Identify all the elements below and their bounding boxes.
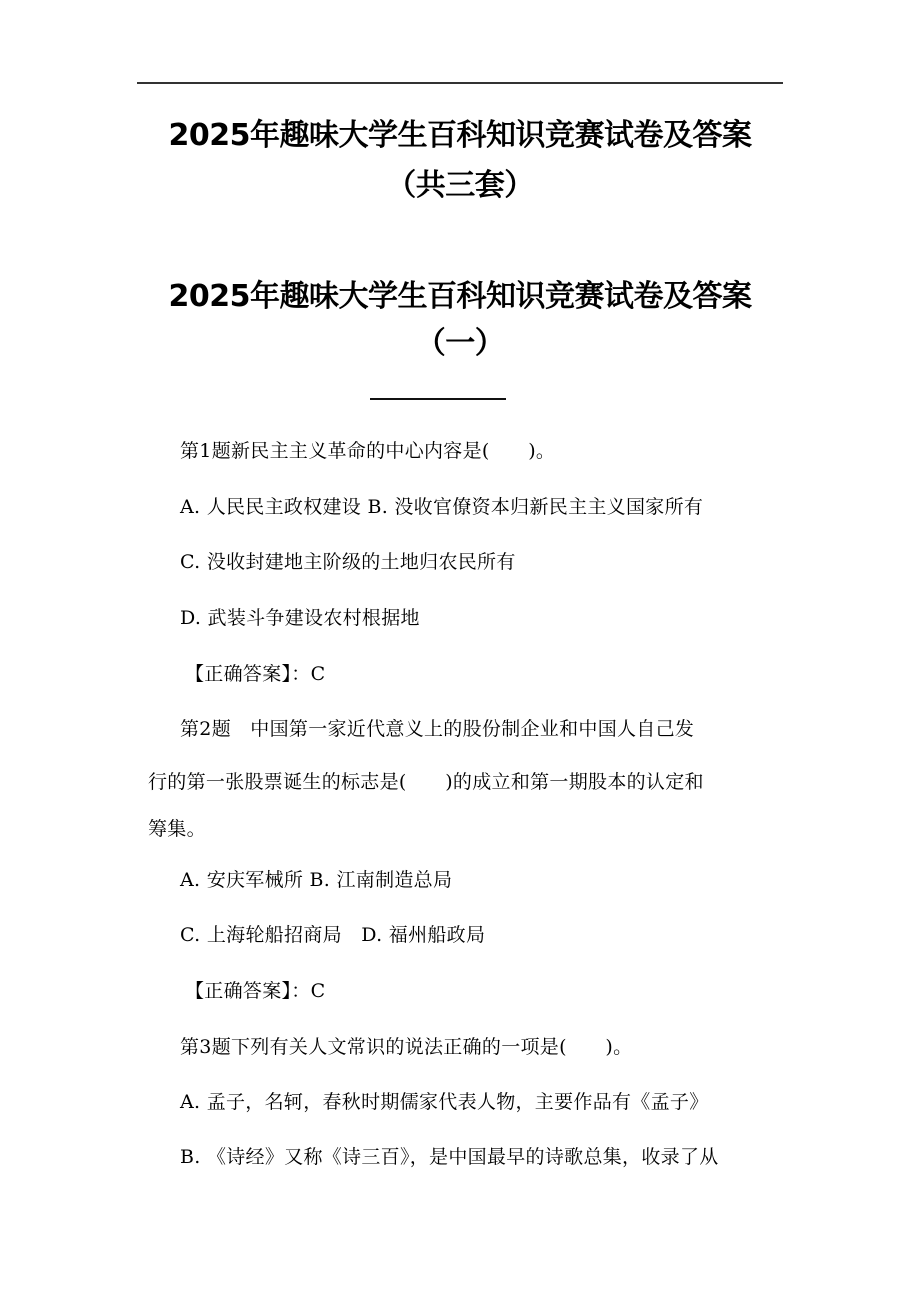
question-2-stem-line2: 行的第一张股票诞生的标志是( )的成立和第一期股本的认定和 bbox=[148, 771, 704, 793]
question-2-answer: 【正确答案】：C bbox=[185, 980, 326, 1002]
header-rule bbox=[137, 82, 783, 84]
question-1-answer: 【正确答案】：C bbox=[185, 663, 326, 685]
question-3-option-a: A. 孟子，名轲，春秋时期儒家代表人物，主要作品有《孟子》 bbox=[180, 1091, 709, 1113]
question-1-option-c: C. 没收封建地主阶级的土地归农民所有 bbox=[180, 551, 516, 573]
document-title: 2025年趣味大学生百科知识竞赛试卷及答案 bbox=[168, 118, 752, 153]
question-3-stem: 第3题下列有关人文常识的说法正确的一项是( )。 bbox=[180, 1036, 633, 1058]
question-2-option-ab: A. 安庆军械所 B. 江南制造总局 bbox=[180, 869, 453, 891]
question-2-stem-line1: 第2题 中国第一家近代意义上的股份制企业和中国人自己发 bbox=[180, 718, 695, 740]
section-title: 2025年趣味大学生百科知识竞赛试卷及答案 bbox=[168, 279, 752, 314]
question-1-stem: 第1题新民主主义革命的中心内容是( )。 bbox=[180, 440, 556, 462]
question-1-option-d: D. 武装斗争建设农村根据地 bbox=[180, 607, 420, 629]
question-1-option-ab: A. 人民民主政权建设 B. 没收官僚资本归新民主主义国家所有 bbox=[180, 496, 704, 518]
section-divider bbox=[370, 398, 506, 400]
section-subtitle: （一） bbox=[415, 326, 505, 361]
question-3-option-b: B. 《诗经》又称《诗三百》，是中国最早的诗歌总集，收录了从 bbox=[180, 1146, 719, 1168]
question-2-option-cd: C. 上海轮船招商局 D. 福州船政局 bbox=[180, 924, 486, 946]
question-2-stem-line3: 筹集。 bbox=[148, 818, 206, 840]
document-subtitle: （共三套） bbox=[386, 168, 534, 203]
